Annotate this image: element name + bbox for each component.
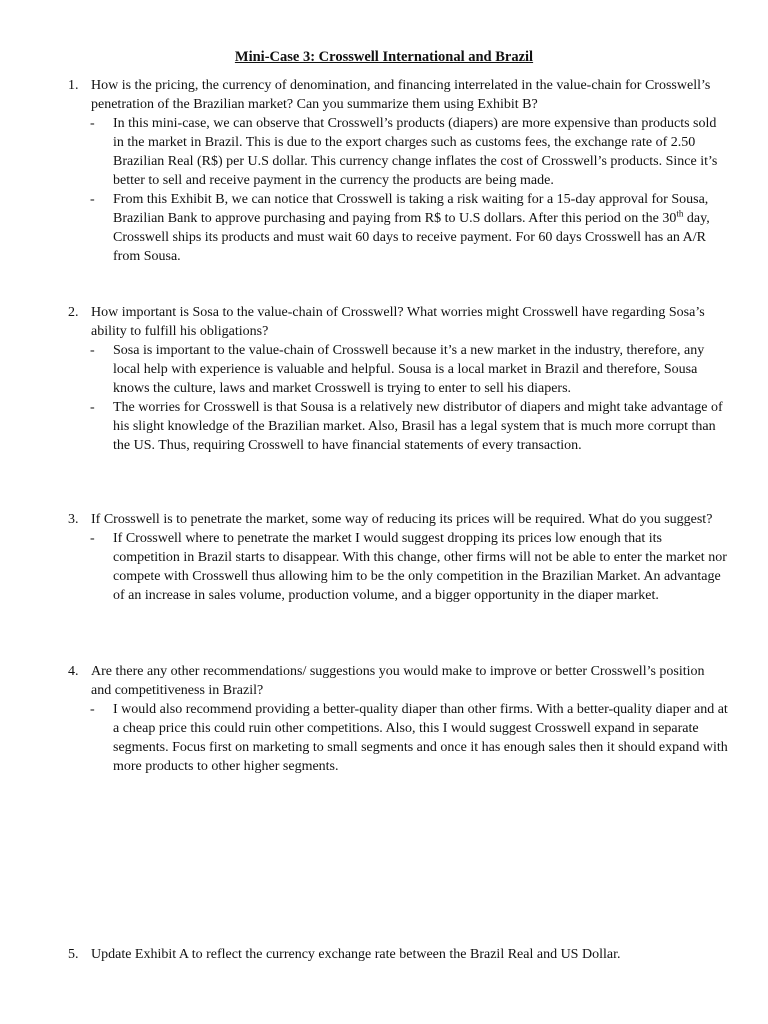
question-text: How important is Sosa to the value-chain of Crosswell? What worries might Crosswell have regarding Sosa’s ability to fulfill his obligations?: [91, 305, 705, 339]
answer-list: [68, 529, 728, 605]
question-text: Update Exhibit A to reflect the currency exchange rate between the Brazil Real and US Dollar.: [91, 947, 621, 962]
answer-item: [68, 341, 728, 398]
answer-item: [68, 398, 728, 455]
ordinal-suffix: th: [676, 208, 684, 219]
question-3: [68, 510, 728, 605]
answer-text: If Crosswell where to penetrate the market I would suggest dropping its prices low enough that its competition in Brazil starts to disappear. With this change, other firms will not be able to enter the market nor compete with Crosswell thus allowing him to be the only competition in the Brazilian Market. An advantage of an increase in sales volume, production volume, and a bigger opportunity in the diaper market.: [113, 531, 727, 603]
answer-text-part: day, Crosswell ships its products and must wait 60 days to receive payment. For 60 days Crosswell has an A/R from Sousa.: [113, 211, 710, 264]
bullet-dash: -: [90, 116, 95, 131]
answer-item: [68, 529, 728, 605]
answer-list: [68, 341, 728, 455]
answer-text: [113, 190, 728, 266]
bullet-dash: -: [90, 531, 95, 546]
answer-text: In this mini-case, we can observe that Crosswell’s products (diapers) are more expensive than products sold in the market in Brazil. This is due to the export charges such as customs fees, the exchange rate of 2.50 Brazilian Real (R$) per U.S dollar. This currency change inflates the cost of Crosswell’s products. Since it’s better to sell and receive payment in the currency the products are being made.: [113, 116, 718, 188]
bullet-dash: -: [90, 702, 95, 717]
answer-item: [68, 700, 728, 776]
question-text: How is the pricing, the currency of denomination, and financing interrelated in the value-chain for Crosswell’s penetration of the Brazilian market? Can you summarize them using Exhibit B?: [91, 78, 711, 112]
question-4: [68, 662, 728, 776]
question-text: Are there any other recommendations/ suggestions you would make to improve or better Crosswell’s position and competitiveness in Brazil?: [91, 664, 705, 698]
answer-text: The worries for Crosswell is that Sousa is a relatively new distributor of diapers and might take advantage of his slight knowledge of the Brazilian market. Also, Brasil has a legal system that is much more corrupt than the US. Thus, requiring Crosswell to have financial statements of every transaction.: [113, 400, 723, 453]
answer-text: Sosa is important to the value-chain of Crosswell because it’s a new market in the industry, therefore, any local help with experience is valuable and helpful. Sousa is a local market in Brazil and therefore, Sousa knows the culture, laws and market Crosswell is trying to enter to sell his diapers.: [113, 343, 705, 396]
answer-text: I would also recommend providing a better-quality diaper than other firms. With a better-quality diaper and at a cheap price this could ruin other competitions. Also, this I would suggest Crosswell expand in separate segments. Focus first on marketing to small segments and once it has enough sales then it should expand with more products to other higher segments.: [113, 702, 728, 774]
bullet-dash: -: [90, 343, 95, 358]
question-number: 1.: [68, 78, 79, 93]
question-5: [68, 945, 728, 964]
question-number: 3.: [68, 512, 79, 527]
question-1: [68, 76, 728, 266]
question-text: If Crosswell is to penetrate the market, some way of reducing its prices will be required. What do you suggest?: [91, 512, 713, 527]
answer-text-part: From this Exhibit B, we can notice that Crosswell is taking a risk waiting for a 15-day approval for Sousa, Brazilian Bank to approve purchasing and paying from R$ to U.S dollars. After this period on the 30: [113, 192, 709, 226]
page-title: Mini-Case 3: Crosswell International and Brazil: [234, 49, 534, 65]
answer-list: [68, 700, 728, 776]
answer-item: [68, 114, 728, 190]
question-number: 5.: [68, 947, 79, 962]
answer-list: [68, 114, 728, 266]
question-number: 2.: [68, 305, 79, 320]
answer-item: [68, 190, 728, 266]
bullet-dash: -: [90, 192, 95, 207]
question-2: [68, 303, 728, 455]
bullet-dash: -: [90, 400, 95, 415]
question-number: 4.: [68, 664, 79, 679]
